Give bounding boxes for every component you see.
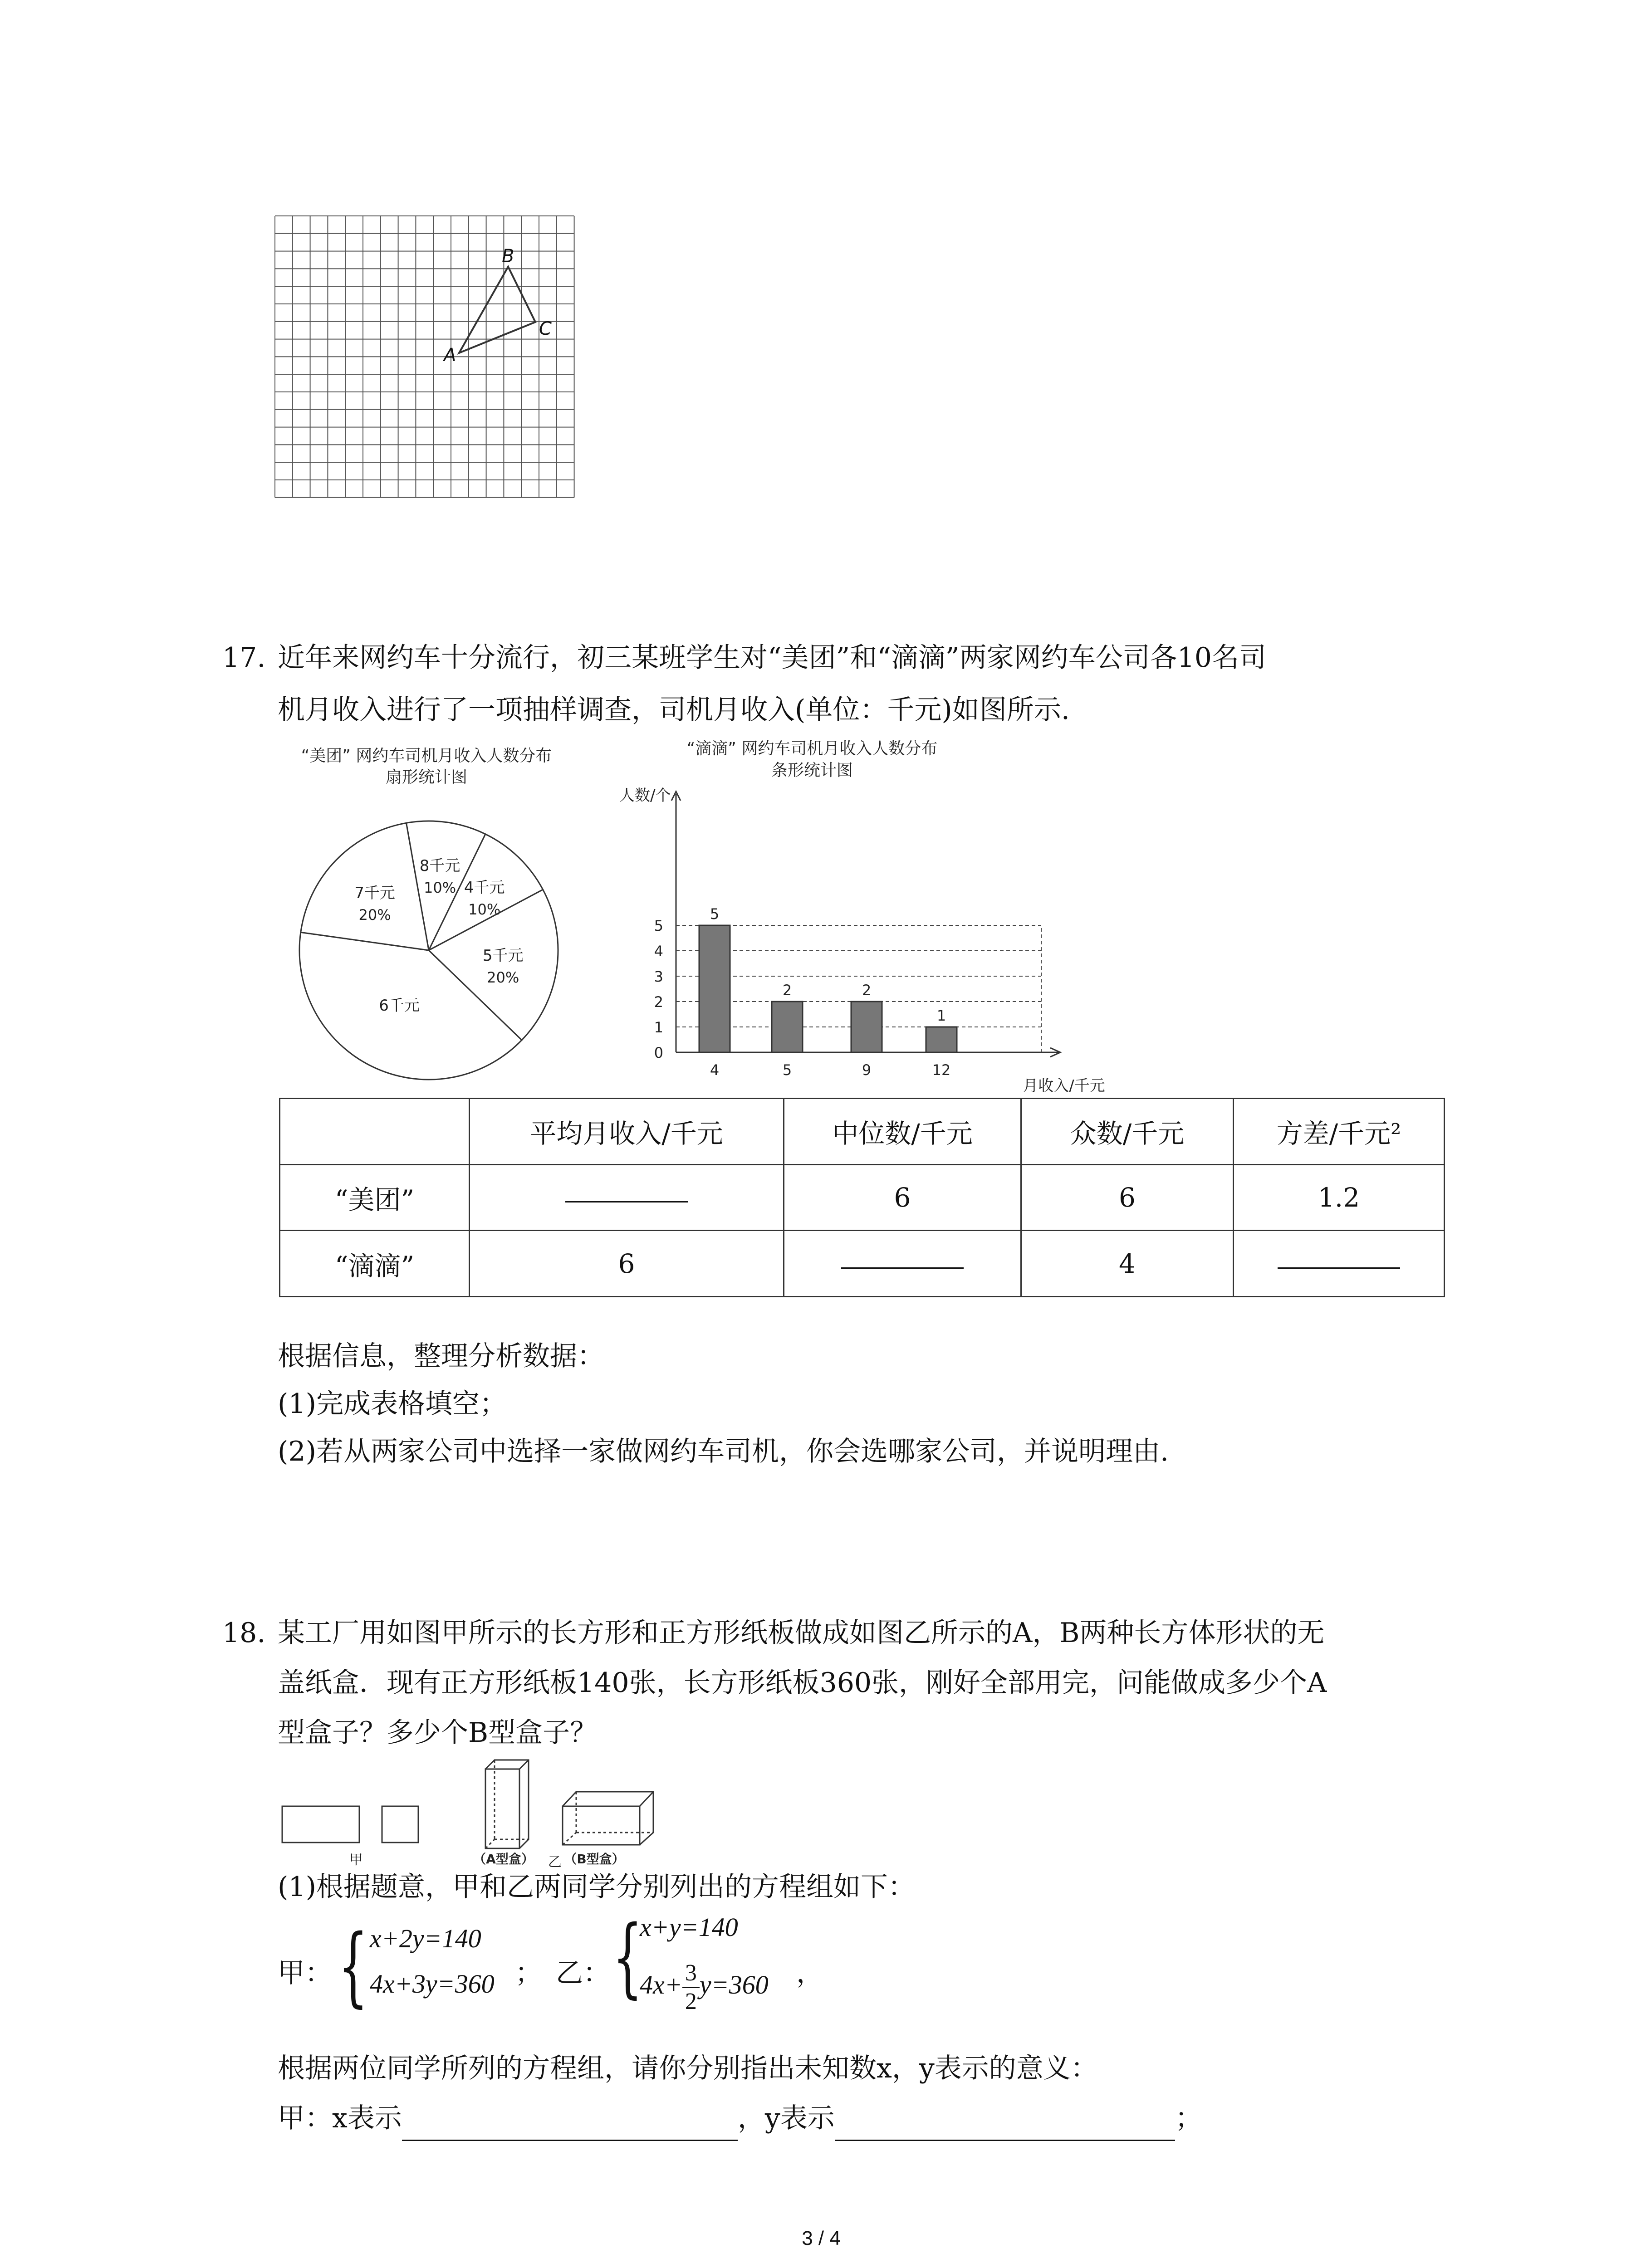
yi-eq2 — [640, 1960, 769, 2015]
bar-value-label: 5 — [710, 905, 720, 923]
y-axis-label: 人数/个 — [619, 787, 671, 805]
fill-line — [278, 2096, 1202, 2141]
row-name: “美团” — [280, 1164, 470, 1231]
pie-slice-label: 6千元 — [379, 997, 420, 1015]
equation-separator: ； — [515, 1957, 542, 1989]
q18-part1: (1)根据题意，甲和乙两同学分别列出的方程组如下： — [278, 1871, 915, 1903]
y-tick-label: 0 — [654, 1044, 663, 1061]
bar — [851, 1002, 882, 1052]
q17-part2: (2)若从两家公司中选择一家做网约车司机，你会选哪家公司，并说明理由. — [278, 1436, 1169, 1467]
a-type-box — [485, 1760, 529, 1848]
equation-end-comma: ， — [796, 1957, 823, 1989]
fig-label-a-box: （A型盒） — [473, 1852, 534, 1867]
table-header-cell — [280, 1099, 470, 1165]
bar — [699, 925, 730, 1052]
row-name: “滴滴” — [280, 1231, 470, 1297]
pie-chart-meituan — [290, 744, 599, 1080]
q18-ask: 根据两位同学所列的方程组，请你分别指出未知数x，y表示的意义： — [278, 2053, 1098, 2084]
table-header-cell: 方差/千元² — [1234, 1099, 1445, 1165]
pie-percent-label: 20% — [358, 906, 391, 924]
fill-blank-y-meaning[interactable] — [835, 2108, 1175, 2141]
y-tick-label: 2 — [654, 993, 663, 1011]
square-grid — [275, 216, 574, 498]
pie-title-line2: 扇形统计图 — [385, 768, 468, 787]
variance-cell: 1.2 — [1234, 1164, 1445, 1231]
table-header-row — [280, 1099, 1445, 1165]
pie-slice-label: 5千元 — [482, 947, 524, 965]
bar-title-line1: “滴滴” 网约车司机月收入人数分布 — [686, 739, 938, 758]
bar-value-label: 1 — [936, 1007, 946, 1024]
table-header-cell: 平均月收入/千元 — [470, 1099, 784, 1165]
x-tick-label: 5 — [782, 1061, 792, 1079]
yi-eq1: x+y=140 — [640, 1912, 738, 1942]
fill-blank-mean-meituan[interactable] — [470, 1164, 784, 1231]
bar — [926, 1027, 957, 1052]
q17-text-line1: 近年来网约车十分流行，初三某班学生对“美团”和“滴滴”两家网约车公司各10名司 — [278, 642, 1267, 674]
fill-label-x: 甲：x表示 — [278, 2102, 402, 2134]
y-tick-label: 1 — [654, 1019, 663, 1036]
jia-eq2: 4x+3y=360 — [370, 1969, 495, 1999]
square-board — [382, 1806, 418, 1843]
yi-eq2-post: y=360 — [699, 1970, 769, 1999]
pie-percent-label: 20% — [487, 969, 519, 987]
q18-number: 18. — [222, 1617, 266, 1649]
box-figures — [277, 1746, 694, 1873]
pie-title-line1: “美团” 网约车司机月收入人数分布 — [301, 747, 552, 765]
x-tick-label: 12 — [932, 1061, 951, 1079]
table-row — [280, 1231, 1445, 1297]
yi-eq2-pre: 4x+ — [640, 1970, 682, 1999]
bar-value-label: 2 — [862, 982, 872, 999]
yi-label: 乙： — [556, 1957, 610, 1989]
x-axis-label: 月收入/千元 — [1023, 1077, 1105, 1095]
median-cell: 6 — [784, 1164, 1021, 1231]
q18-text-line2: 盖纸盒．现有正方形纸板140张，长方形纸板360张，刚好全部用完，问能做成多少个A — [278, 1667, 1327, 1699]
fill-end: ； — [1175, 2102, 1202, 2134]
mode-cell: 4 — [1021, 1231, 1234, 1297]
fig-label-b-box: （B型盒） — [564, 1852, 625, 1867]
fill-blank-x-meaning[interactable] — [402, 2108, 738, 2141]
x-tick-label: 4 — [710, 1061, 720, 1079]
fraction-three-halves: $\frac{3}{2}$ — [682, 1960, 700, 2015]
vertex-label-a: A — [444, 345, 456, 366]
pie-percent-label: 10% — [468, 900, 501, 918]
q17-info: 根据信息，整理分析数据： — [278, 1340, 604, 1372]
fill-blank-median-didi[interactable] — [784, 1231, 1021, 1297]
table-row — [280, 1164, 1445, 1231]
pie-percent-label: 10% — [424, 879, 456, 897]
table-header-cell: 中位数/千元 — [784, 1099, 1021, 1165]
bar-chart-didi — [599, 735, 1105, 1095]
mean-cell: 6 — [470, 1231, 784, 1297]
jia-label: 甲： — [278, 1957, 332, 1989]
fill-blank-variance-didi[interactable] — [1234, 1231, 1445, 1297]
pie-slice-label: 4千元 — [464, 878, 505, 897]
brace-icon: { — [338, 1916, 368, 2016]
rectangle-board — [282, 1806, 359, 1843]
fig-label-yi: 乙 — [548, 1854, 562, 1870]
bar-title-line2: 条形统计图 — [771, 761, 853, 780]
fig-label-jia: 甲 — [349, 1852, 363, 1868]
y-tick-label: 3 — [654, 968, 663, 985]
table-header-cell: 众数/千元 — [1021, 1099, 1234, 1165]
jia-eq1: x+2y=140 — [370, 1924, 481, 1953]
fill-label-y: ，y表示 — [737, 2102, 835, 2134]
mode-cell: 6 — [1021, 1164, 1234, 1231]
brace-icon: { — [612, 1907, 643, 2007]
pie-slice-label: 7千元 — [354, 884, 395, 903]
statistics-table — [279, 1098, 1445, 1297]
triangle-abc — [459, 267, 535, 353]
vertex-label-c: C — [539, 318, 552, 339]
q18-text-line3: 型盒子？多少个B型盒子？ — [278, 1717, 598, 1749]
q17-number: 17. — [222, 642, 266, 674]
y-tick-label: 4 — [654, 943, 663, 960]
bar-value-label: 2 — [782, 982, 792, 999]
page-number: 3 / 4 — [802, 2227, 841, 2249]
grid-triangle-figure — [272, 213, 599, 517]
vertex-label-b: B — [502, 246, 514, 267]
q17-text-line2: 机月收入进行了一项抽样调查，司机月收入(单位：千元)如图所示. — [278, 694, 1070, 726]
y-tick-label: 5 — [654, 917, 663, 934]
bar — [772, 1002, 803, 1052]
b-type-box — [563, 1792, 653, 1845]
pie-slice-label: 8千元 — [419, 857, 460, 875]
q17-part1: (1)完成表格填空； — [278, 1388, 507, 1420]
q18-text-line1: 某工厂用如图甲所示的长方形和正方形纸板做成如图乙所示的A，B两种长方体形状的无 — [278, 1617, 1325, 1649]
x-tick-label: 9 — [862, 1061, 872, 1079]
